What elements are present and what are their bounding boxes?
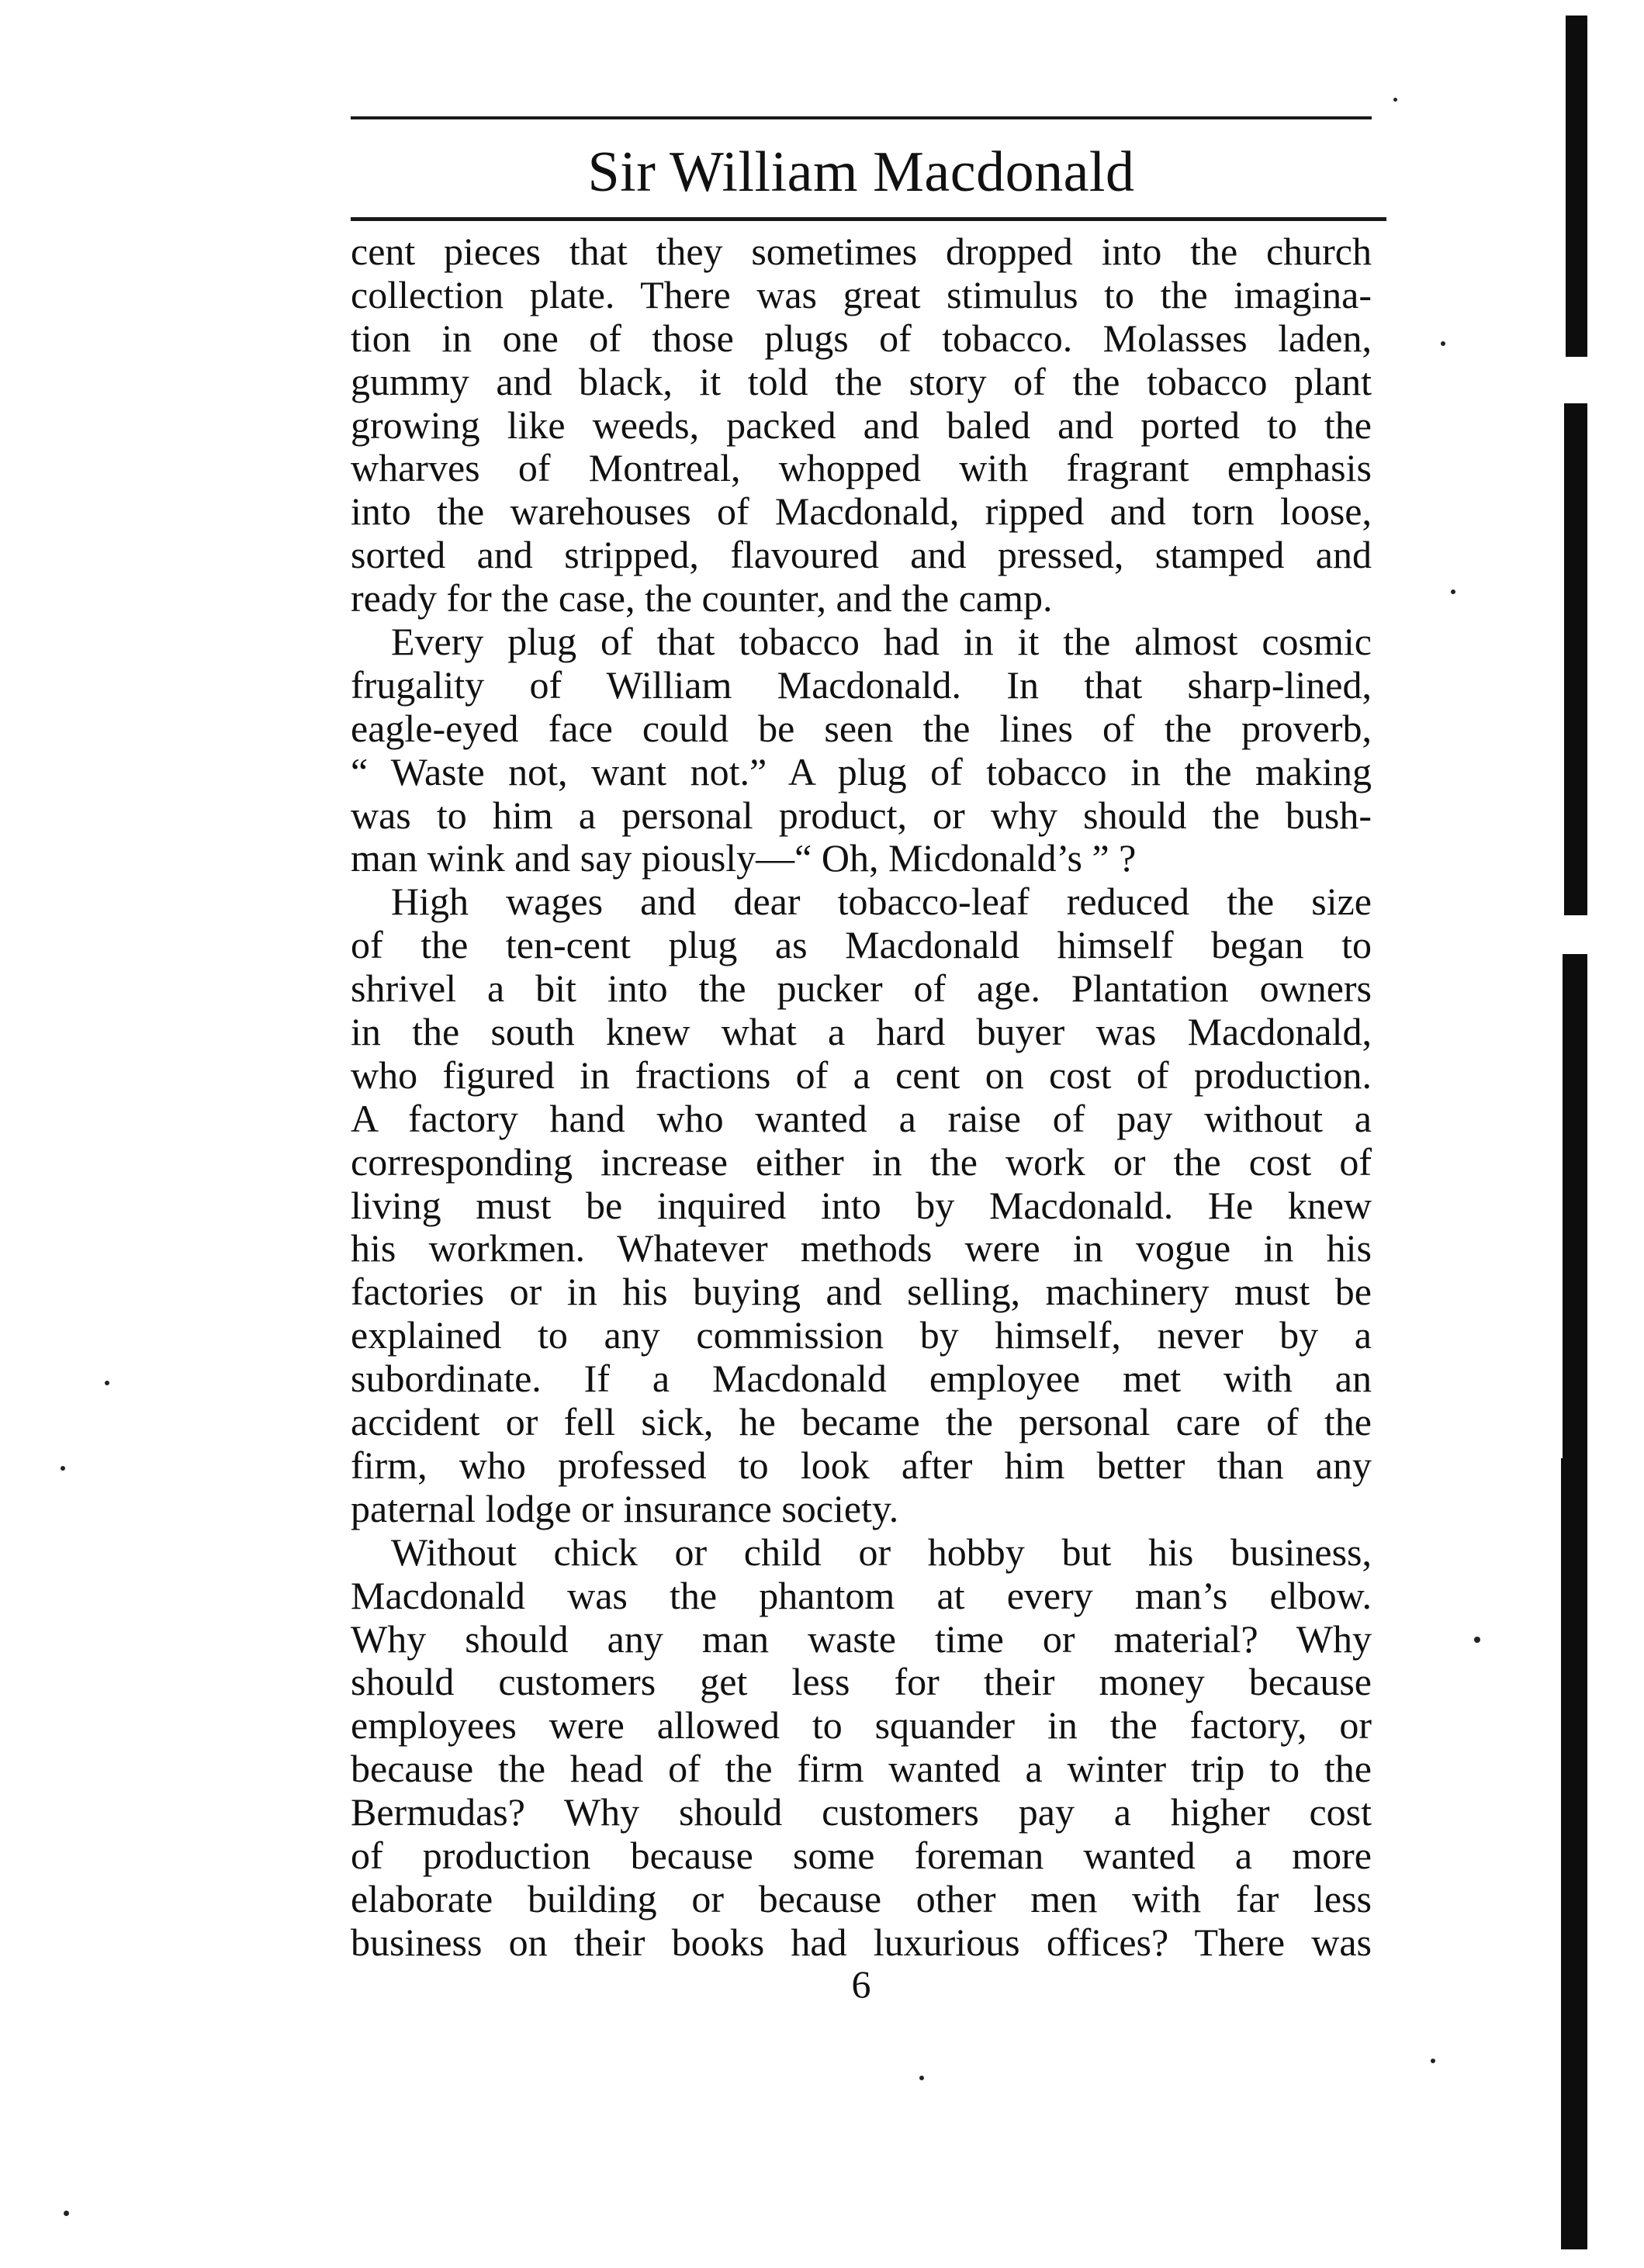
- scan-speck: [1474, 1637, 1480, 1643]
- text-line: shrivel a bit into the pucker of age. Plantation owners: [351, 966, 1372, 1011]
- text-line: factories or in his buying and selling, machinery must be: [351, 1270, 1372, 1314]
- text-line: Bermudas? Why should customers pay a higher cost: [351, 1790, 1372, 1834]
- text-line: Macdonald was the phantom at every man’s elbow.: [351, 1573, 1372, 1617]
- text-line: employees were allowed to squander in the factory, or: [351, 1703, 1372, 1748]
- scan-speck: [1451, 589, 1455, 594]
- text-line: living must be inquired into by Macdonald. He knew: [351, 1183, 1372, 1227]
- text-line: eagle-eyed face could be seen the lines of the proverb,: [351, 706, 1372, 750]
- text-line: business on their books had luxurious offices? There was: [351, 1920, 1372, 1964]
- edge-shadow-segment: [1566, 16, 1587, 357]
- text-line: corresponding increase either in the work or the cost of: [351, 1139, 1372, 1184]
- text-line: sorted and stripped, flavoured and pressed, stamped and: [351, 533, 1372, 577]
- text-line: of the ten-cent plug as Macdonald himself began to: [351, 923, 1372, 967]
- text-line: cent pieces that they sometimes dropped into the church: [351, 230, 1372, 273]
- scan-speck: [64, 2211, 69, 2216]
- text-line: High wages and dear tobacco-leaf reduced the size: [391, 880, 1372, 924]
- text-line: accident or fell sick, he became the personal care of the: [351, 1400, 1372, 1444]
- text-line: A factory hand who wanted a raise of pay without a: [351, 1096, 1372, 1140]
- edge-shadow-segment: [1561, 1458, 1587, 2249]
- scan-speck: [1393, 98, 1397, 102]
- text-line: gummy and black, it told the story of the tobacco plant: [351, 359, 1372, 403]
- scan-speck: [919, 2076, 924, 2080]
- text-line: tion in one of those plugs of tobacco. Molasses laden,: [351, 316, 1372, 360]
- text-line: explained to any commission by himself, never by a: [351, 1313, 1372, 1357]
- text-line: ready for the case, the counter, and the camp.: [351, 576, 1053, 621]
- scan-binding-edge: [1561, 0, 1587, 2268]
- scan-speck: [61, 1466, 65, 1471]
- text-line: should customers get less for their money because: [351, 1660, 1372, 1704]
- text-line: was to him a personal product, or why should the bush-: [351, 793, 1372, 837]
- scan-speck: [105, 1381, 109, 1385]
- text-line: paternal lodge or insurance society.: [351, 1486, 899, 1530]
- edge-shadow-segment: [1564, 403, 1587, 915]
- text-line: Without chick or child or hobby but his business,: [391, 1530, 1372, 1574]
- text-line: into the warehouses of Macdonald, ripped and torn loose,: [351, 489, 1372, 534]
- header-rule-bottom: [351, 217, 1386, 221]
- text-line: firm, who professed to look after him better than any: [351, 1443, 1372, 1487]
- text-line: frugality of William Macdonald. In that sharp-lined,: [351, 662, 1372, 707]
- text-line: “ Waste not, want not.” A plug of tobacco in the making: [351, 749, 1372, 793]
- header-rule-top: [351, 116, 1372, 119]
- scan-speck: [1431, 2059, 1435, 2063]
- body-text: [351, 230, 1372, 1965]
- scan-speck: [1441, 341, 1445, 346]
- text-line: who figured in fractions of a cent on cost of production.: [351, 1053, 1372, 1097]
- running-head: Sir William Macdonald: [587, 140, 1135, 204]
- text-line: collection plate. There was great stimulus to the imagina-: [351, 272, 1372, 316]
- text-line: of production because some foreman wanted a more: [351, 1833, 1372, 1877]
- text-line: Every plug of that tobacco had in it the almost cosmic: [391, 620, 1372, 664]
- text-line: because the head of the firm wanted a winter trip to the: [351, 1747, 1372, 1791]
- text-line: in the south knew what a hard buyer was Macdonald,: [351, 1010, 1372, 1054]
- text-line: elaborate building or because other men with far less: [351, 1876, 1372, 1921]
- text-line: man wink and say piously—“ Oh, Micdonald’s ” ?: [351, 836, 1137, 880]
- text-line: subordinate. If a Macdonald employee met with an: [351, 1357, 1372, 1401]
- text-line: growing like weeds, packed and baled and ported to the: [351, 403, 1372, 447]
- page-number: 6: [851, 1962, 871, 2006]
- text-line: Why should any man waste time or material? Why: [351, 1616, 1372, 1661]
- text-line: his workmen. Whatever methods were in vogue in his: [351, 1226, 1372, 1271]
- text-line: wharves of Montreal, whopped with fragrant emphasis: [351, 446, 1372, 490]
